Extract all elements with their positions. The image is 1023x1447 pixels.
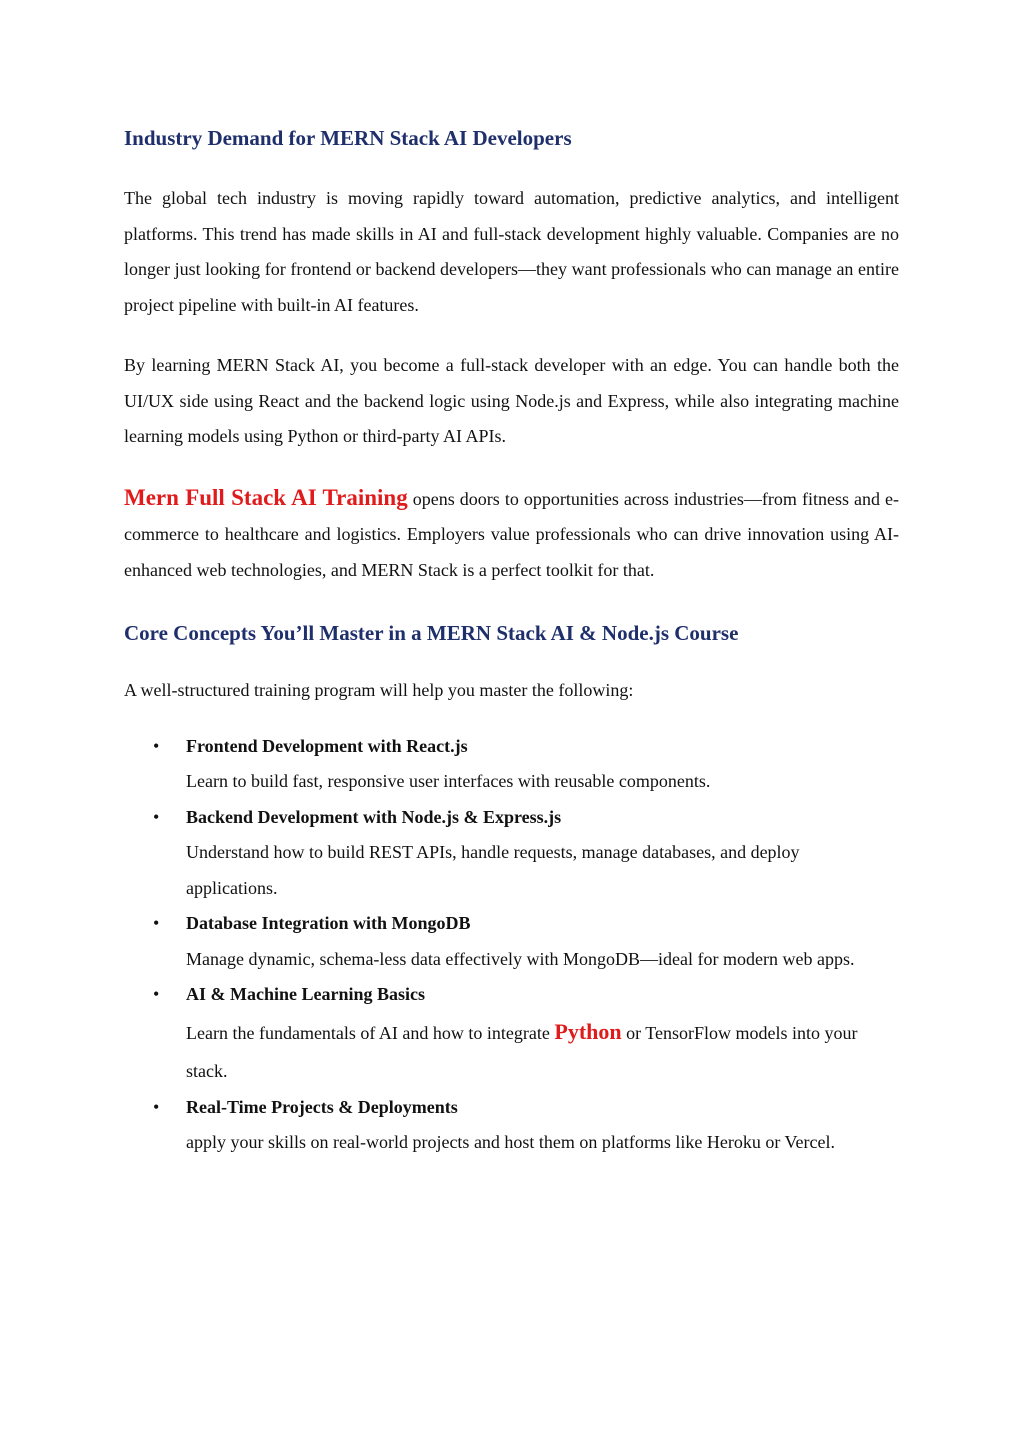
paragraph-mern-training-text: opens doors to opportunities across industries—from fitness and e-commerce to healthcare and logistics. Employers value professionals who can drive innovation using AI-enhanced web technologies, and MERN Stack is a perfect toolkit for that. [124,488,900,580]
list-item-description: Learn to build fast, responsive user interfaces with reusable components. [186,771,711,792]
list-item-description [186,1013,899,1090]
list-item-title: Backend Development with Node.js & Express.js [186,806,562,827]
paragraph-mern-training [124,480,899,589]
list-item-backend [124,800,899,907]
section-heading-core-concepts: Core Concepts You’ll Master in a MERN Stack AI & Node.js Course [124,621,739,646]
paragraph-learning-mern: By learning MERN Stack AI, you become a full-stack developer with an edge. You can handle both the UI/UX side using React and the backend logic using Node.js and Express, while also integrating machine learning models using Python or third-party AI APIs. [124,355,899,447]
list-item-title: Database Integration with MongoDB [186,913,471,934]
bullet-icon: • [153,806,160,827]
list-item-description-end: or TensorFlow models into your stack. [186,1022,858,1081]
list-item-description: Manage dynamic, schema-less data effectively with MongoDB—ideal for modern web apps. [186,948,855,969]
bullet-icon: • [153,913,160,934]
list-item-title: Real-Time Projects & Deployments [186,1096,458,1117]
list-item-description-start: Learn the fundamentals of AI and how to integrate [186,1022,555,1043]
document-page [124,0,899,1161]
bullet-icon: • [153,735,160,756]
bullet-icon: • [153,984,160,1005]
concepts-list [124,729,899,1161]
list-item-ai-ml [124,977,899,1090]
list-item-title: AI & Machine Learning Basics [186,984,426,1005]
mern-training-link[interactable]: Mern Full Stack AI Training [124,484,408,510]
list-item-description: apply your skills on real-world projects and host them on platforms like Heroku or Vercel. [186,1132,836,1153]
python-link[interactable]: Python [554,1018,622,1044]
list-item-mongodb [124,906,899,977]
section-heading-industry-demand: Industry Demand for MERN Stack AI Developers [124,126,572,150]
list-item-description: Understand how to build REST APIs, handle requests, manage databases, and deploy applications. [186,842,800,898]
paragraph-global-tech: The global tech industry is moving rapidly toward automation, predictive analytics, and intelligent platforms. This trend has made skills in AI and full-stack development highly valuable. Companies are no longer just looking for frontend or backend developers—they want professionals who can manage an entire project pipeline with built-in AI features. [124,188,899,315]
list-item-react [124,729,899,800]
list-item-projects [124,1090,899,1161]
bullet-icon: • [153,1096,160,1117]
list-item-title: Frontend Development with React.js [186,735,468,756]
paragraph-intro: A well-structured training program will help you master the following: [124,680,634,701]
